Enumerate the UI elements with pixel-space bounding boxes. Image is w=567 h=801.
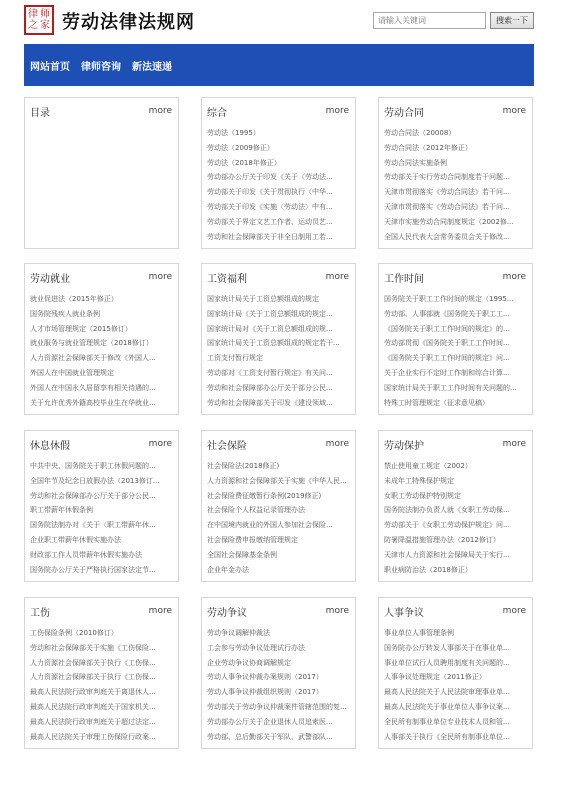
list-item-link[interactable]: 全国社会保障基金条例 <box>207 550 277 559</box>
section-title: 工资福利 <box>207 273 247 285</box>
more-link[interactable]: more <box>325 606 349 616</box>
section-header <box>207 604 349 618</box>
more-link[interactable]: more <box>148 439 172 449</box>
site-header <box>0 0 567 42</box>
list-item-link[interactable]: 劳动和社会保障部办公厅关于部分公民... <box>30 491 156 500</box>
list-item-link[interactable]: 劳动合同法（2012年修正） <box>384 143 472 152</box>
list-item-link[interactable]: 女职工劳动保护特别规定 <box>384 491 461 500</box>
list-item-link[interactable]: 全国年节及纪念日放假办法（2013修订... <box>30 476 160 485</box>
section-list <box>384 126 528 244</box>
more-link[interactable]: more <box>502 272 526 282</box>
section-list <box>207 292 351 410</box>
section-title: 休息休假 <box>30 440 70 452</box>
list-item-link[interactable]: 最高人民法院关于审理工伤保险行政案... <box>30 732 156 741</box>
list-item-link[interactable]: 劳动部关于印发《实施〈劳动法〉中有... <box>207 202 333 211</box>
list-item-link[interactable]: 劳动和社会保障部关于非全日制用工若... <box>207 232 333 241</box>
list-item-link[interactable]: 就业促进法（2015年修正） <box>30 295 118 303</box>
list-item-link[interactable]: 国家统计局关于职工工作时间有关问题的... <box>384 383 517 392</box>
list-item-link[interactable]: 工会参与劳动争议处理试行办法 <box>207 643 305 652</box>
list-item-link[interactable]: 外国人在中国就业管理规定 <box>30 368 114 377</box>
site-title: 劳动法律法规网 <box>62 12 195 33</box>
list-item-link[interactable]: 劳动部贯彻《国务院关于职工工作时间... <box>384 339 510 348</box>
list-item-link[interactable]: 社会保险费申报缴纳管理规定 <box>207 535 298 544</box>
section-header <box>384 437 526 451</box>
list-item-link[interactable]: 事业单位试行人员聘用制度有关问题的... <box>384 658 510 667</box>
list-item-link[interactable]: 最高人民法院关于事业单位人事争议案... <box>384 702 510 711</box>
section-list <box>384 459 528 577</box>
list-item-link[interactable]: 劳动部办公厅关于企业退休人员追索医... <box>207 717 333 726</box>
list-item-link[interactable]: 防暑降温措施管理办法（2012修订） <box>384 535 500 544</box>
more-link[interactable]: more <box>325 272 349 282</box>
more-link[interactable]: more <box>325 439 349 449</box>
list-item-link[interactable]: 劳动部关于劳动争议仲裁案件管辖范围的复... <box>207 702 347 711</box>
list-item-link[interactable]: 劳动争议调解仲裁法 <box>207 629 270 637</box>
list-item-link[interactable]: 劳动和社会保障部关于实施《工伤保险... <box>30 643 156 652</box>
list-item-link[interactable]: 外国人在中国永久居留享有相关待遇的... <box>30 383 156 392</box>
section-list <box>207 459 351 577</box>
section-title: 社会保险 <box>207 440 247 452</box>
section-box <box>378 263 533 415</box>
section-list <box>207 626 351 744</box>
list-item-link[interactable]: 国务院办公厅关于严格执行国家法定节... <box>30 565 156 574</box>
section-list <box>384 626 528 744</box>
list-item-link[interactable]: 国务院残疾人就业条例 <box>30 309 100 318</box>
list-item-link[interactable]: 国家统计局关于工资总额组成的规定若干... <box>207 339 340 348</box>
list-item-link[interactable]: 工资支付暂行规定 <box>207 354 263 363</box>
section-list <box>30 459 174 577</box>
list-item-link[interactable]: 工伤保险条例（2010修订） <box>30 629 118 637</box>
list-item-link[interactable]: 国务院关于职工工作时间的规定（1995... <box>384 295 514 303</box>
list-item-link[interactable]: 企业职工带薪年休假实施办法 <box>30 535 121 544</box>
list-item-link[interactable]: 人事争议处理规定（2011修正） <box>384 673 486 682</box>
list-item-link[interactable]: 事业单位人事管理条例 <box>384 629 454 637</box>
section-box <box>201 597 356 749</box>
more-link[interactable]: more <box>502 439 526 449</box>
more-link[interactable]: more <box>502 106 526 116</box>
list-item-link[interactable]: 职业病防治法（2018修正） <box>384 565 472 574</box>
list-item-link[interactable]: 劳动合同法实施条例 <box>384 158 447 167</box>
section-box <box>378 97 533 249</box>
list-item-link[interactable]: 特殊工时管理规定（征求意见稿） <box>384 398 489 407</box>
list-item-link[interactable]: 劳动部办公厅关于印发《关于〈劳动法... <box>207 173 333 182</box>
more-link[interactable]: more <box>148 272 172 282</box>
list-item-link[interactable]: 企业劳动争议协商调解规定 <box>207 658 291 667</box>
list-item-link[interactable]: 劳动部关于《女职工劳动保护规定》问... <box>384 521 510 530</box>
section-header <box>207 104 349 118</box>
section-box <box>24 430 179 582</box>
list-item-link[interactable]: 劳动法（2018年修正） <box>207 158 281 167</box>
section-box <box>201 430 356 582</box>
more-link[interactable]: more <box>325 106 349 116</box>
section-list <box>384 292 528 410</box>
list-item-link[interactable]: 未成年工特殊保护规定 <box>384 476 454 485</box>
list-item-link[interactable]: 劳动部、总后勤部关于军队、武警部队... <box>207 732 333 741</box>
section-title: 工伤 <box>30 607 50 619</box>
more-link[interactable]: more <box>148 106 172 116</box>
section-box <box>24 597 179 749</box>
logo-char: 家 <box>40 20 50 31</box>
list-item-link[interactable]: 人力资源社会保障部关于执行《工伤保... <box>30 673 156 682</box>
search-input[interactable] <box>373 12 486 29</box>
section-header <box>384 604 526 618</box>
list-item-link[interactable]: 人力资源和社会保障部关于实施《中华人民... <box>207 476 347 485</box>
list-item-link[interactable]: 国务院办公厅转发人事部关于在事业单... <box>384 643 510 652</box>
logo-char: 师 <box>40 9 50 20</box>
list-item-link[interactable]: 最高人民法院行政审判庭关于超过法定... <box>30 717 156 726</box>
list-item-link[interactable]: 最高人民法院行政审判庭关于离退休人... <box>30 688 156 697</box>
section-header <box>384 104 526 118</box>
list-item-link[interactable]: 劳动合同法（20008） <box>384 129 456 137</box>
list-item-link[interactable]: 《国务院关于职工工作时间的规定》的... <box>384 324 510 333</box>
nav-item-home[interactable]: 网站首页 <box>30 61 70 73</box>
section-box <box>24 263 179 415</box>
section-list <box>207 126 351 244</box>
list-item-link[interactable]: 劳动人事争议仲裁组织规则（2017） <box>207 688 323 697</box>
list-item-link[interactable]: 劳动和社会保障部关于印发《建设领域... <box>207 398 333 407</box>
list-item-link[interactable]: 天津市人力资源和社会保障局关于实行... <box>384 550 510 559</box>
list-item-link[interactable]: 劳动部、人事部就《国务院关于职工工... <box>384 309 510 318</box>
list-item-link[interactable]: 社会保险法(2018修正) <box>207 462 280 470</box>
list-item-link[interactable]: 社会保险个人权益记录管理办法 <box>207 506 305 515</box>
list-item-link[interactable]: 人事部关于执行《全民所有制事业单位... <box>384 732 510 741</box>
main-nav <box>24 44 534 86</box>
section-box <box>24 97 179 249</box>
list-item-link[interactable]: 人力资源社会保障部关于执行《工伤保... <box>30 658 156 667</box>
site-logo[interactable] <box>24 5 54 35</box>
section-header <box>384 270 526 284</box>
list-item-link[interactable]: 劳动部对《工资支付暂行规定》有关问... <box>207 368 333 377</box>
list-item-link[interactable]: 劳动法（1995） <box>207 129 260 137</box>
list-item-link[interactable]: 职工带薪年休假条例 <box>30 506 93 515</box>
section-header <box>207 270 349 284</box>
nav-item-new-laws[interactable]: 新法速递 <box>132 61 172 73</box>
section-box <box>201 97 356 249</box>
list-item-link[interactable]: 劳动部关于实行劳动合同制度若干问题... <box>384 173 510 182</box>
section-list <box>30 626 174 744</box>
list-item-link[interactable]: 全民所有制事业单位专业技术人员和管... <box>384 717 510 726</box>
list-item-link[interactable]: 国家统计局《关于工资总额组成的规定... <box>207 309 333 318</box>
section-title: 劳动合同 <box>384 107 424 119</box>
section-header <box>30 437 172 451</box>
list-item-link[interactable]: 国家统计局关于工资总额组成的规定 <box>207 295 319 303</box>
section-header <box>207 437 349 451</box>
list-item-link[interactable]: 最高人民法院关于人民法院审理事业单... <box>384 688 510 697</box>
list-item-link[interactable]: 天津市实施劳动合同制度规定（2002修... <box>384 217 514 226</box>
section-title: 劳动保护 <box>384 440 424 452</box>
list-item-link[interactable]: 社会保险费征缴暂行条例(2019修正) <box>207 491 322 500</box>
list-item-link[interactable]: 人力资源社会保障部关于修改《外国人... <box>30 354 156 363</box>
search-button[interactable]: 搜索一下 <box>490 12 534 29</box>
logo-char: 之 <box>28 20 38 31</box>
list-item-link[interactable]: 国家统计局对《关于工资总额组成的规... <box>207 324 333 333</box>
nav-item-lawyer-consult[interactable]: 律师咨询 <box>81 61 121 73</box>
list-item-link[interactable]: 天津市贯彻落实《劳动合同法》若干问... <box>384 202 510 211</box>
list-item-link[interactable]: 就业服务与就业管理规定（2018修订） <box>30 339 153 348</box>
more-link[interactable]: more <box>502 606 526 616</box>
list-item-link[interactable]: 国务院法制办对《关于〈职工带薪年休... <box>30 521 156 530</box>
section-title: 人事争议 <box>384 607 424 619</box>
section-header <box>30 104 172 118</box>
list-item-link[interactable]: 全国人民代表大会常务委员会关于修改... <box>384 232 510 241</box>
list-item-link[interactable]: 劳动和社会保障部办公厅关于部分公民... <box>207 383 333 392</box>
section-header <box>30 604 172 618</box>
list-item-link[interactable]: 天津市贯彻落实《劳动合同法》若干问... <box>384 188 510 197</box>
section-title: 劳动争议 <box>207 607 247 619</box>
list-item-link[interactable]: 在中国境内就业的外国人参加社会保险... <box>207 521 333 530</box>
section-box <box>378 597 533 749</box>
logo-char: 律 <box>28 9 38 20</box>
more-link[interactable]: more <box>148 606 172 616</box>
list-item-link[interactable]: 国务院法制办负责人就《女职工劳动保... <box>384 506 510 515</box>
list-item-link[interactable]: 企业年金办法 <box>207 565 249 574</box>
list-item-link[interactable]: 最高人民法院行政审判庭关于国家机关... <box>30 702 156 711</box>
list-item-link[interactable]: 禁止使用童工规定（2002） <box>384 462 472 470</box>
section-title: 劳动就业 <box>30 273 70 285</box>
section-header <box>30 270 172 284</box>
section-title: 工作时间 <box>384 273 424 285</box>
list-item-link[interactable]: 中共中央、国务院关于职工休假问题的... <box>30 462 156 470</box>
section-box <box>201 263 356 415</box>
section-title: 综合 <box>207 107 227 119</box>
list-item-link[interactable]: 劳动部关于界定文艺工作者、运动员艺... <box>207 217 333 226</box>
list-item-link[interactable]: 财政部工作人员带薪年休假实施办法 <box>30 550 142 559</box>
list-item-link[interactable]: 《国务院关于职工工作时间的规定》问... <box>384 354 510 363</box>
section-title: 目录 <box>30 107 50 119</box>
list-item-link[interactable]: 人才市场管理规定（2015修订） <box>30 324 132 333</box>
list-item-link[interactable]: 劳动法（2009修正） <box>207 143 274 152</box>
list-item-link[interactable]: 关于允许优秀外籍高校毕业生在华就业... <box>30 398 156 407</box>
section-list <box>30 292 174 410</box>
list-item-link[interactable]: 劳动人事争议仲裁办案规则（2017） <box>207 673 323 682</box>
section-box <box>378 430 533 582</box>
list-item-link[interactable]: 关于企业实行不定时工作制和综合计算... <box>384 368 510 377</box>
list-item-link[interactable]: 劳动部关于印发《关于贯彻执行〈中华... <box>207 188 333 197</box>
